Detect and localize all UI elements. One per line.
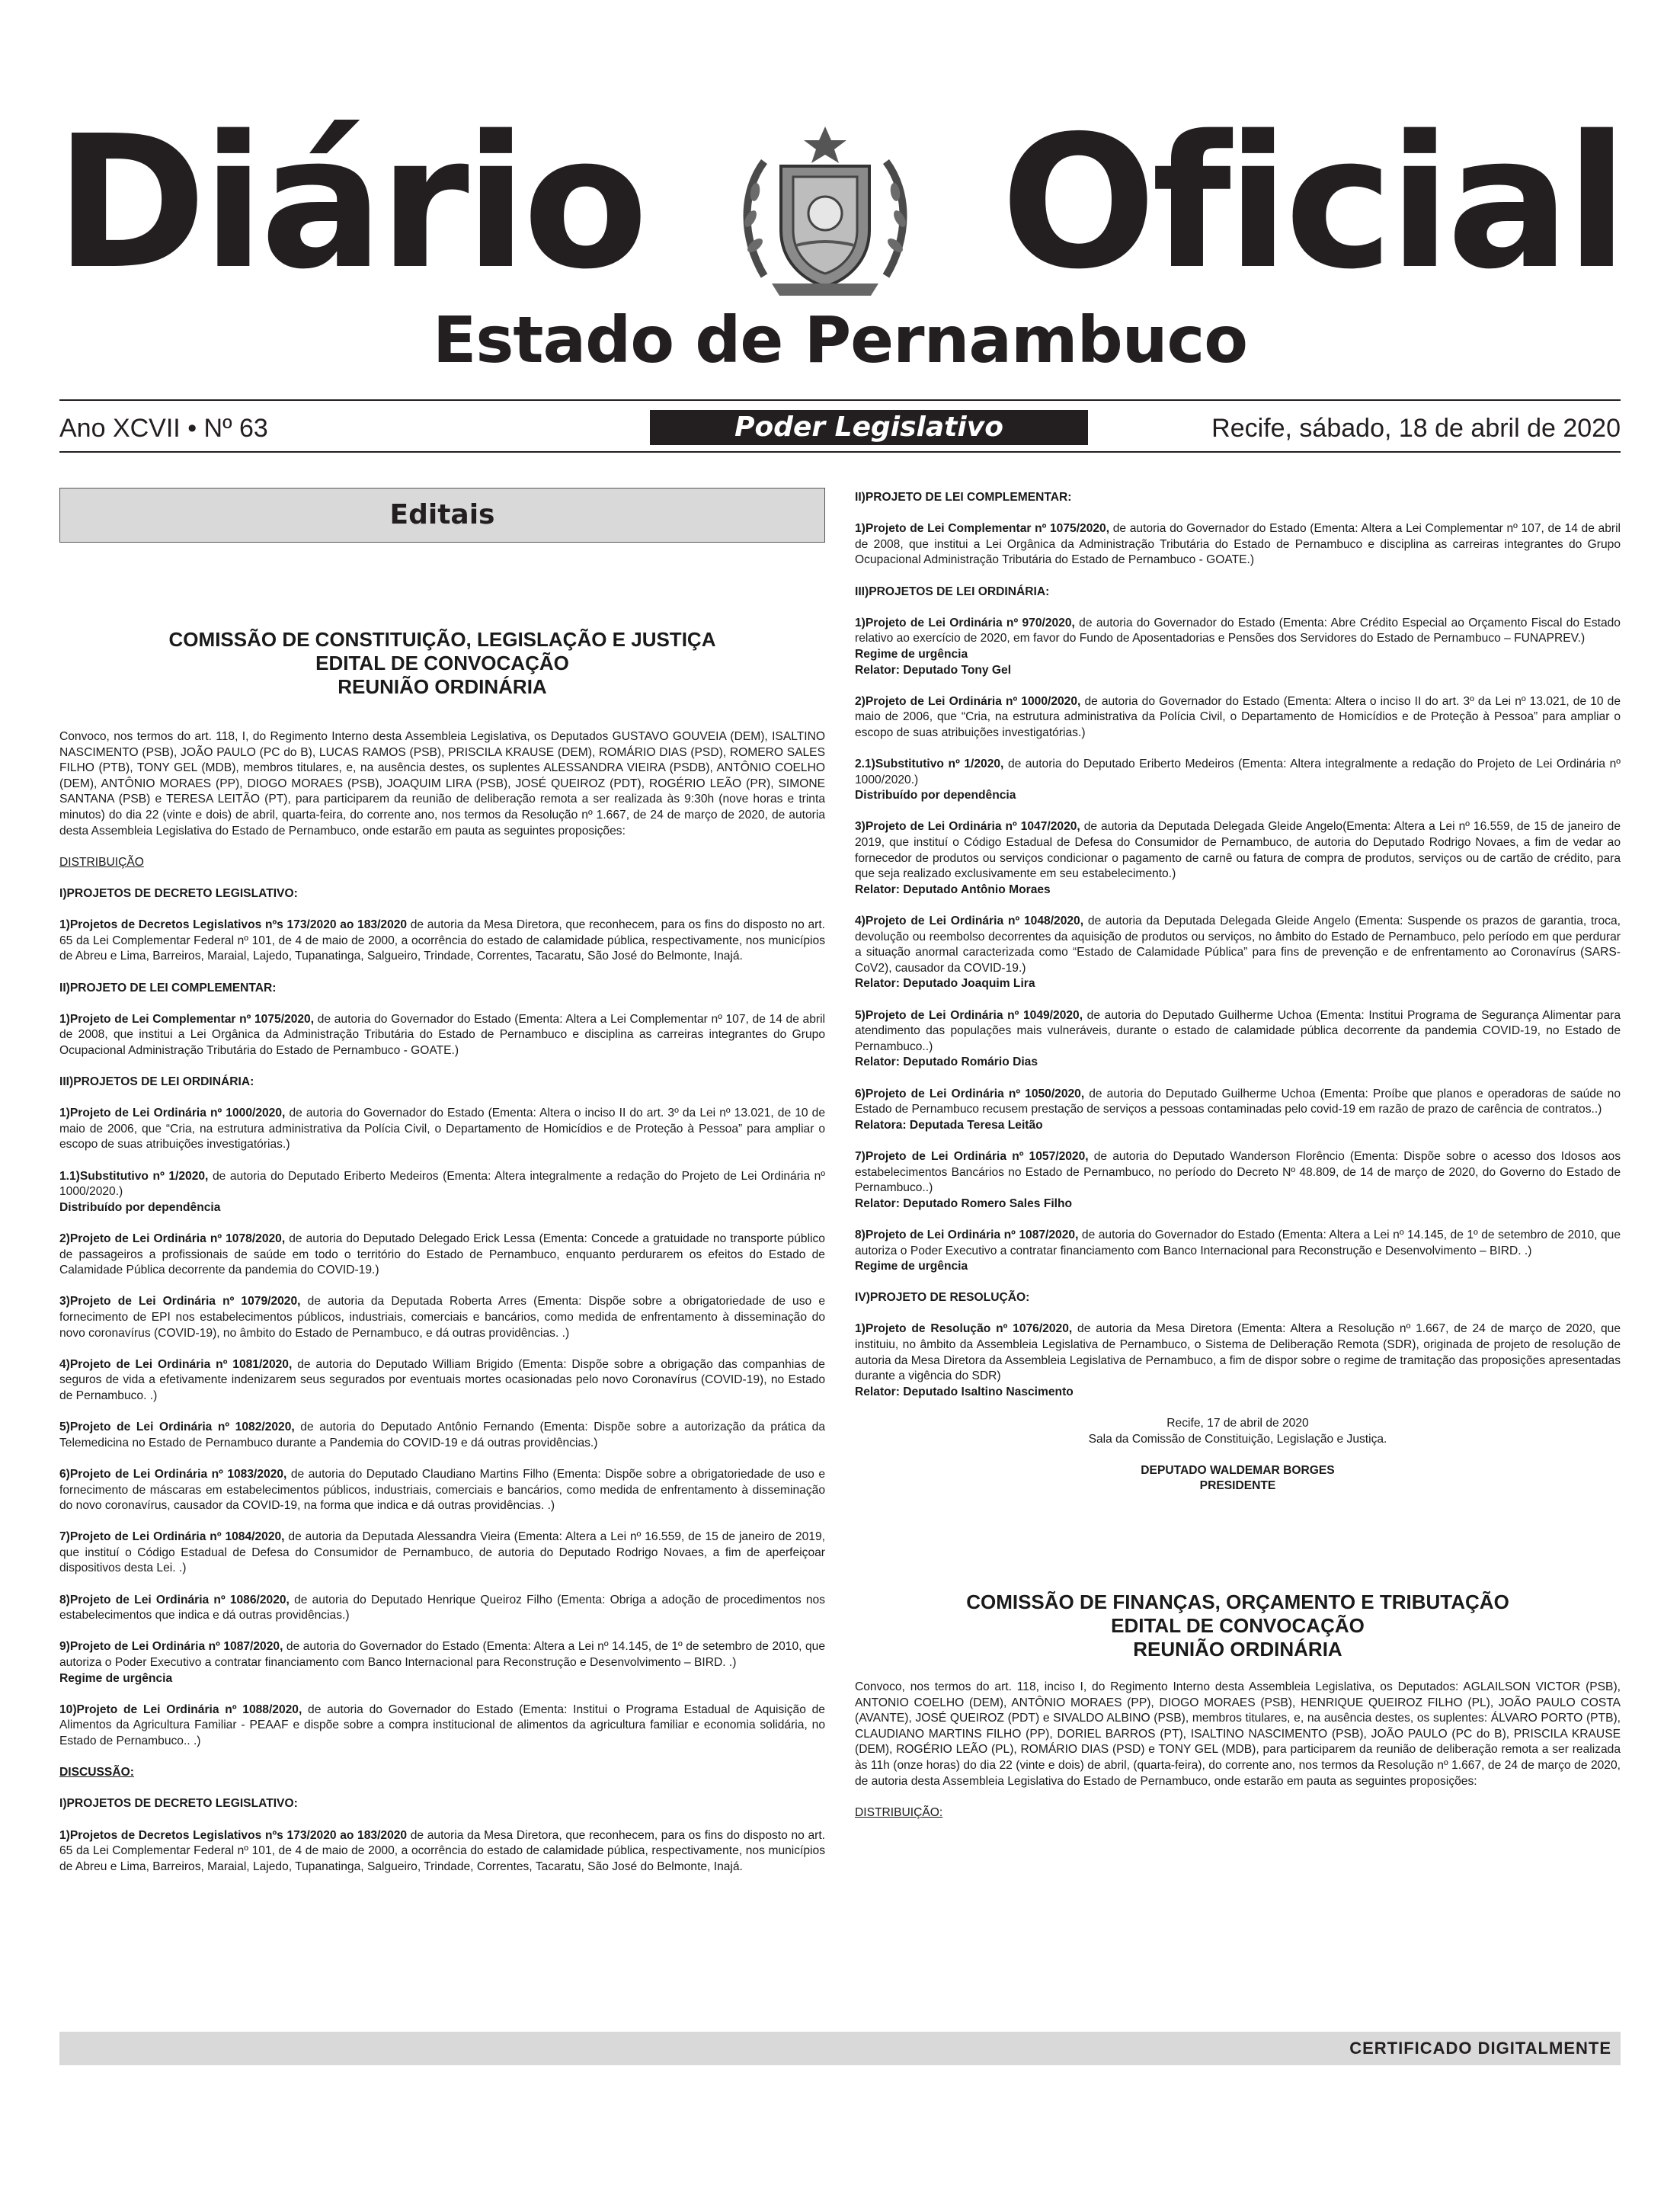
rapporteur: Relator: Deputado Antônio Moraes [855,882,1051,896]
list-item: 1)Projeto de Lei Complementar nº 1075/2020, de autoria do Governador do Estado (Ementa: Altera a Lei Complementar nº 107, de 14 de abril de 2008, que institui a Lei Orgânica da Administração Tributária do Estado de Pernambuco e disciplina as carreiras integrantes do Grupo Ocupacional Administração Tributária do Estado de Pernambuco - GOATE.) [59,1012,825,1057]
committee-heading: COMISSÃO DE CONSTITUIÇÃO, LEGISLAÇÃO E JUSTIÇA [168,628,716,651]
rapporteur: Relator: Deputado Joaquim Lira [855,977,1035,991]
list-item: 4)Projeto de Lei Ordinária nº 1081/2020, de autoria do Deputado William Brigido (Ementa: Dispõe sobre a obrigação das companhias de seguros de vida a efetivamente indenizarem seus segurados por eventuais mortes ocasionadas pelo novo Coronavírus (COVID-19), no Estado de Pernambuco. .) [59,1357,825,1402]
committee-heading-2: COMISSÃO DE FINANÇAS, ORÇAMENTO E TRIBUTAÇÃO [966,1590,1509,1613]
rapporteur: Relator: Deputado Romário Dias [855,1055,1038,1069]
section-heading: IV)PROJETO DE RESOLUÇÃO: [855,1291,1030,1305]
list-item: 1.1)Substitutivo nº 1/2020, de autoria do Deputado Eriberto Medeiros (Ementa: Altera integralmente a redação do Projeto de Lei Ordinária nº 1000/2020.) [59,1169,825,1199]
coat-of-arms-icon [734,123,917,299]
dependency-note: Distribuído por dependência [59,1200,221,1214]
distribution-label-2: DISTRIBUIÇÃO: [855,1805,943,1819]
issue-number: Ano XCVII • Nº 63 [59,414,268,443]
rapporteur: Relatora: Deputada Teresa Leitão [855,1118,1043,1132]
list-item: 1)Projeto de Lei Complementar nº 1075/2020, de autoria do Governador do Estado (Ementa: Altera a Lei Complementar nº 107, de 14 de abril de 2008, que institui a Lei Orgânica da Administração Tributária do Estado de Pernambuco e disciplina as carreiras integrantes do Grupo Ocupacional Administração Tributária do Estado de Pernambuco - GOATE.) [855,522,1621,567]
list-item: 8)Projeto de Lei Ordinária nº 1087/2020, de autoria do Governador do Estado (Ementa: Altera a Lei nº 14.145, de 1º de setembro de 2010, que autoriza o Poder Executivo a contratar financiamento com Banco Internacional para Reconstrução e Desenvolvimento – BIRD. .) [855,1228,1621,1257]
masthead-rule-bottom [59,451,1621,453]
dependency-note: Distribuído por dependência [855,789,1016,802]
list-item: 1)Projetos de Decretos Legislativos nºs 173/2020 ao 183/2020 de autoria da Mesa Diretora, que reconhecem, para os fins do disposto no art. 65 da Lei Complementar Federal nº 101, de 4 de maio de 2000, a ocorrência do estado de calamidade pública, respectivamente, nos municípios de Abreu e Lima, Barreiros, Maraial, Lajedo, Tupanatinga, Salgueiro, Trindade, Correntes, Tacaratu, São José do Belmonte, Inajá. [59,918,825,963]
meeting-heading-2: REUNIÃO ORDINÁRIA [1133,1638,1342,1661]
list-item: 5)Projeto de Lei Ordinária nº 1049/2020, de autoria do Deputado Guilherme Uchoa (Ementa: Institui Programa de Segurança Alimentar para atendimento das populações mais vulneráveis, durante o estado de calamidade pública decorrente da pandemia COVID-19, no Estado de Pernambuco..) [855,1008,1621,1053]
list-item: 2)Projeto de Lei Ordinária nº 1000/2020, de autoria do Governador do Estado (Ementa: Altera o inciso II do art. 3º da Lei nº 13.021, de 10 de maio de 2006, que “Cria, na estrutura administrativa da Polícia Civil, o Departamento de Homicídios e de Proteção à Pessoa” para ampliar o escopo de suas atribuições investigatórias.) [855,694,1621,739]
distribution-label: DISTRIBUIÇÃO [59,855,144,869]
list-item: 1)Projeto de Resolução nº 1076/2020, de autoria da Mesa Diretora (Ementa: Altera a Resolução nº 1.667, de 24 de março de 2020, que instituiu, no âmbito da Assembleia Legislativa de Pernambuco, o Sistema de Deliberação Remota (SDR), originada de projeto de resolução de autoria da Mesa Diretora da Assembleia Legislativa de Pernambuco, a fim de dispor sobre o regime de tramitação das proposições apresentadas durante a vigência do SDR) [855,1322,1621,1383]
edital-heading: EDITAL DE CONVOCAÇÃO [315,652,569,674]
signer-role: PRESIDENTE [1199,1479,1276,1493]
list-item: 2.1)Substitutivo nº 1/2020, de autoria do Deputado Eriberto Medeiros (Ementa: Altera integralmente a redação do Projeto de Lei Ordinária nº 1000/2020.) [855,758,1621,786]
title-diario: Diário [55,96,644,309]
list-item: 7)Projeto de Lei Ordinária nº 1057/2020, de autoria do Deputado Wanderson Florêncio (Ementa: Dispõe sobre o acesso dos Idosos aos estabelecimentos Bancários no Estado de Pernambuco, no período do Decreto Nº 48.809, de 14 de março de 2020, do Governo do Estado de Pernambuco..) [855,1149,1621,1195]
list-item: 9)Projeto de Lei Ordinária nº 1087/2020, de autoria do Governador do Estado (Ementa: Altera a Lei nº 14.145, de 1º de setembro de 2010, que autoriza o Poder Executivo a contratar financiamento com Banco Internacional para Reconstrução e Desenvolvimento – BIRD. .) [59,1640,825,1670]
editais-banner: Editais [59,488,825,543]
signature-place: Sala da Comissão de Constituição, Legislação e Justiça. [1088,1432,1387,1446]
list-item: 1)Projeto de Lei Ordinária nº 1000/2020, de autoria do Governador do Estado (Ementa: Altera o inciso II do art. 3º da Lei nº 13.021, de 10 de maio de 2006, que “Cria, na estrutura administrativa da Polícia Civil, o Departamento de Homicídios e de Proteção à Pessoa” para ampliar o escopo de suas atribuições investigatórias.) [59,1107,825,1152]
urgency-note: Regime de urgência [855,647,968,661]
list-item: 3)Projeto de Lei Ordinária nº 1047/2020, de autoria da Deputada Delegada Gleide Angelo(Ementa: Altera a Lei nº 16.559, de 15 de janeiro de 2019, que instituí o Código Estadual de Defesa do Consumidor de Pernambuco, de autoria do Deputado Rodrigo Novaes, a fim de vedar ao fornecedor de produtos ou serviços condicionar o pagamento de carnê ou fatura de compra de produtos, serviços ou de cartão de crédito, para que seja realizado exclusivamente em seu estabelecimento.) [855,820,1621,881]
footer-bar [59,2032,1621,2065]
list-item: 6)Projeto de Lei Ordinária nº 1083/2020, de autoria do Deputado Claudiano Martins Filho (Ementa: Dispõe sobre a obrigatoriedade de uso e fornecimento de máscaras em estabelecimentos públicos, industriais, comerciais e bancários, como medida de enfrentamento à disseminação do novo coronavírus, causador da COVID-19, na forma que indica e dá outras providências. .) [59,1467,825,1513]
list-item: 2)Projeto de Lei Ordinária nº 1078/2020, de autoria do Deputado Delegado Erick Lessa (Ementa: Concede a gratuidade no transporte público de passageiros a profissionais de saúde em todo o território do Estado de Pernambuco, enquanto perdurarem os efeitos do Estado de Calamidade Pública decorrente da pandemia do COVID-19.) [59,1232,825,1277]
edital-heading-2: EDITAL DE CONVOCAÇÃO [1111,1614,1365,1637]
issue-bar [59,407,1621,450]
list-item: 10)Projeto de Lei Ordinária nº 1088/2020, de autoria do Governador do Estado (Ementa: Institui o Programa Estadual de Aquisição de Alimentos da Agricultura Familiar - PEAAF e dispõe sobre a compra institucional de alimentos da agricultura familiar e economia solidária, no Estado de Pernambuco.. .) [59,1703,825,1747]
meeting-heading: REUNIÃO ORDINÁRIA [338,675,547,698]
masthead [55,96,1624,377]
list-item: 5)Projeto de Lei Ordinária nº 1082/2020, de autoria do Deputado Antônio Fernando (Ementa: Dispõe sobre a autorização da prática da Telemedicina no Estado de Pernambuco durante a Pandemia do COVID-19 e dá outras providências.) [59,1421,826,1449]
list-item: 1)Projeto de Lei Ordinária nº 970/2020, de autoria do Governador do Estado (Ementa: Abre Crédito Especial ao Orçamento Fiscal do Estado relativo ao exercício de 2020, em favor do Fundo de Aposentadorias e Pensões dos Servidores do Estado de Pernambuco – FUNAPREV.) [855,616,1621,645]
right-column [855,490,1621,1837]
list-item: 6)Projeto de Lei Ordinária nº 1050/2020, de autoria do Deputado Guilherme Uchoa (Ementa: Proíbe que planos e operadoras de saúde no Estado de Pernambuco recusem prestação de serviços a pessoas contaminadas pelo covid-19 em razão de prazo de carência de contratos..) [855,1087,1621,1116]
masthead-title [55,96,1624,309]
section-heading: III)PROJETOS DE LEI ORDINÁRIA: [855,585,1050,598]
title-oficial: Oficial [1000,96,1624,309]
list-item: 8)Projeto de Lei Ordinária nº 1086/2020, de autoria do Deputado Henrique Queiroz Filho (Ementa: Obriga a adoção de procedimentos nos estabelecimentos que indica e dá outras providências.) [59,1593,825,1622]
rapporteur: Relator: Deputado Romero Sales Filho [855,1196,1073,1210]
urgency-note: Regime de urgência [59,1671,173,1685]
left-column [59,488,825,1891]
section-heading: I)PROJETOS DE DECRETO LEGISLATIVO: [59,886,298,900]
list-item: 7)Projeto de Lei Ordinária nº 1084/2020, de autoria da Deputada Alessandra Vieira (Ementa: Altera a Lei nº 16.559, de 15 de janeiro de 2019, que instituí o Código Estadual de Defesa do Consumidor de Pernambuco, de autoria do Deputado Rodrigo Novaes, a fim de aperfeiçoar dispositivos desta Lei. .) [59,1530,825,1575]
section-heading: II)PROJETO DE LEI COMPLEMENTAR: [59,981,277,995]
urgency-note: Regime de urgência [855,1260,968,1273]
digital-certification: CERTIFICADO DIGITALMENTE [1349,2039,1611,2058]
masthead-subtitle: Estado de Pernambuco [432,303,1248,377]
list-item: 1)Projetos de Decretos Legislativos nºs 173/2020 ao 183/2020 de autoria da Mesa Diretora, que reconhecem, para os fins do disposto no art. 65 da Lei Complementar Federal nº 101, de 4 de maio de 2000, a ocorrência do estado de calamidade pública, respectivamente, nos municípios de Abreu e Lima, Barreiros, Maraial, Lajedo, Tupanatinga, Salgueiro, Trindade, Correntes, Tacaratu, São José do Belmonte, Inajá. [59,1828,825,1873]
rapporteur: Relator: Deputado Tony Gel [855,663,1012,677]
convocation-text: Convoco, nos termos do art. 118, I, do Regimento Interno desta Assembleia Legislativa, os Deputados GUSTAVO GOUVEIA (DEM), ISALTINO NASCIMENTO (PSB), JOÃO PAULO (PC do B), LUCAS RAMOS (PSB), PRISCILA KRAUSE (DEM), ROMÁRIO DIAS (PSD), ROMERO SALES FILHO (PTB), TONY GEL (MDB), membros titulares, e, na ausência destes, os suplentes ALESSANDRA VIEIRA (PSDB), ANTÔNIO COELHO (DEM), ANTÔNIO MORAES (PP), DIOGO MORAES (PSB), JOAQUIM LIRA (PSB), JOSÉ QUEIROZ (PDT), ROGÉRIO LEÃO (PR), SIMONE SANTANA (PSB) e TERESA LEITÃO (PT), para participarem da reunião de deliberação remota a ser realizada às 9:30h (nove horas e trinta minutos) do dia 22 (vinte e dois) de abril, quarta-feira, do corrente ano, nos termos da Resolução nº 1.667, de 24 de março de 2020, de autoria desta Assembleia Legislativa do Estado de Pernambuco, onde estarão em pauta as seguintes proposições: [59,730,825,838]
rapporteur: Relator: Deputado Isaltino Nascimento [855,1385,1074,1398]
signature-date: Recife, 17 de abril de 2020 [1166,1417,1309,1430]
section-heading: III)PROJETOS DE LEI ORDINÁRIA: [59,1075,254,1089]
section-label: Poder Legislativo [650,410,1088,445]
discussion-label: DISCUSSÃO: [59,1766,134,1779]
section-heading: II)PROJETO DE LEI COMPLEMENTAR: [855,491,1072,504]
list-item: 3)Projeto de Lei Ordinária nº 1079/2020, de autoria da Deputada Roberta Arres (Ementa: Dispõe sobre a obrigatoriedade de uso e fornecimento de EPI nos estabelecimentos públicos, industriais, comerciais e bancários, como medida de enfrentamento à disseminação do novo coronavírus (COVID-19), no âmbito do Estado de Pernambuco, e dá outras providências. .) [59,1295,825,1340]
convocation-text-2: Convoco, nos termos do art. 118, inciso I, do Regimento Interno desta Assembleia Legislativa, os Deputados: AGLAILSON VICTOR (PSB), ANTONIO COELHO (DEM), ANTÔNIO MORAES (PP), DIOGO MORAES (PSB), HENRIQUE QUEIROZ FILHO (PL), JOÃO PAULO COSTA (AVANTE), JOSÉ QUEIROZ (PDT) e SIVALDO ALBINO (PSB), membros titulares, e, na ausência destes, os suplentes: ÁLVARO PORTO (PTB), CLAUDIANO MARTINS FILHO (PP), DORIEL BARROS (PT), ISALTINO NASCIMENTO (PSB), JOÃO PAULO (PC do B), PRISCILA KRAUSE (DEM), ROGÉRIO LEÃO (PL), ROMÁRIO DIAS (PSD) e TONY GEL (MDB), para participarem da reunião de deliberação remota a ser realizada às 11h (onze horas) do dia 22 (vinte e dois) de abril, (quarta-feira), do corrente ano, nos termos da Resolução nº 1.667, de 24 de março de 2020, de autoria desta Assembleia Legislativa do Estado de Pernambuco, onde estarão em pauta as seguintes proposições: [855,1680,1621,1788]
masthead-rule-top [59,399,1621,401]
signer-name: DEPUTADO WALDEMAR BORGES [1141,1463,1335,1477]
list-item: 4)Projeto de Lei Ordinária nº 1048/2020, de autoria da Deputada Delegada Gleide Angelo (Ementa: Suspende os prazos de garantia, troca, devolução ou reembolso decorrentes da aquisição de produtos ou serviços, no âmbito do Estado de Pernambuco, pelo período em que perdurar a situação anormal caracterizada como “Estado de Calamidade Pública” para fins de prevenção e de enfrentamento ao Coronavírus (SARS-CoV2), causador da COVID-19.) [855,915,1621,975]
section-heading: I)PROJETOS DE DECRETO LEGISLATIVO: [59,1797,298,1811]
issue-date: Recife, sábado, 18 de abril de 2020 [1211,414,1621,443]
